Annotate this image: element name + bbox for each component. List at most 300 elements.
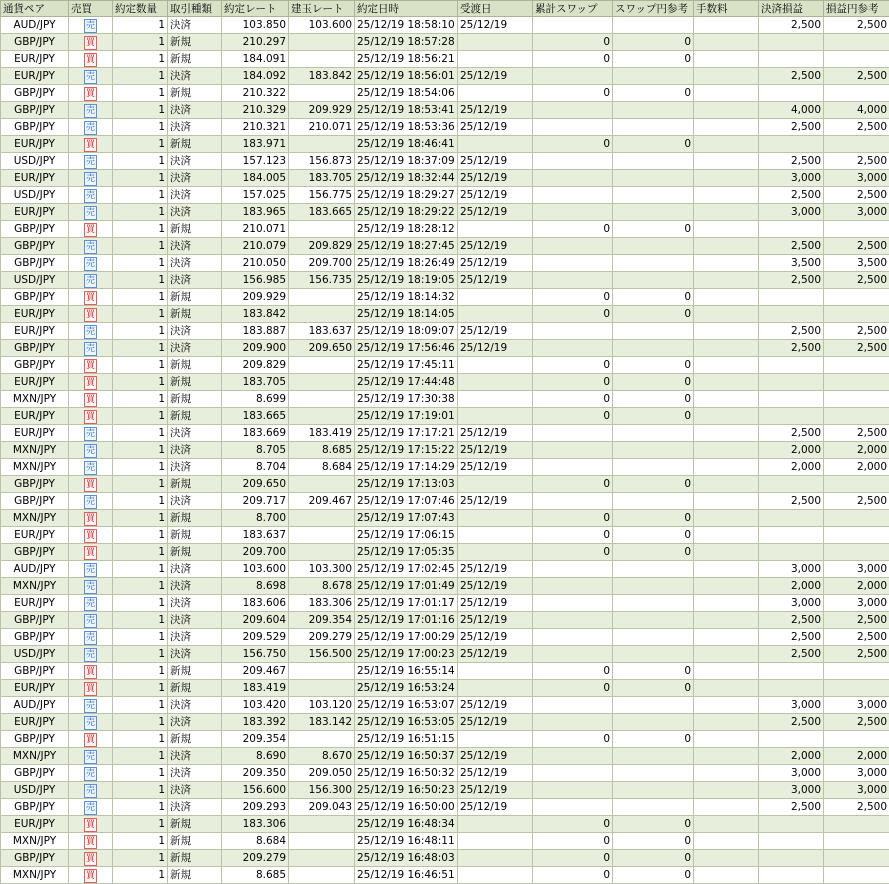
trade-type-cell: 新規 bbox=[168, 527, 222, 544]
trade-type-cell: 決済 bbox=[168, 799, 222, 816]
fee-cell bbox=[694, 221, 759, 238]
sell-badge: 売 bbox=[84, 189, 97, 203]
settlement-date-cell: 25/12/19 bbox=[458, 204, 533, 221]
fee-cell bbox=[694, 867, 759, 884]
pair-cell: GBP/JPY bbox=[1, 221, 69, 238]
position-rate-cell bbox=[289, 816, 355, 833]
rate-cell: 210.297 bbox=[222, 34, 289, 51]
buy-badge: 買 bbox=[84, 410, 97, 424]
table-row[interactable] bbox=[1, 561, 889, 578]
table-row[interactable] bbox=[1, 527, 889, 544]
pl-cell bbox=[759, 408, 824, 425]
pl-cell: 2,500 bbox=[759, 714, 824, 731]
side-cell bbox=[69, 714, 113, 731]
fee-cell bbox=[694, 782, 759, 799]
settlement-date-cell bbox=[458, 34, 533, 51]
settlement-date-cell: 25/12/19 bbox=[458, 561, 533, 578]
column-header-swap-yen[interactable]: スワップ円参考 bbox=[613, 1, 694, 17]
pl-yen-cell bbox=[824, 476, 889, 493]
side-cell bbox=[69, 595, 113, 612]
pl-cell bbox=[759, 374, 824, 391]
datetime-cell: 25/12/19 17:05:35 bbox=[355, 544, 458, 561]
position-rate-cell: 156.735 bbox=[289, 272, 355, 289]
quantity-cell: 1 bbox=[113, 697, 168, 714]
quantity-cell: 1 bbox=[113, 493, 168, 510]
table-row[interactable] bbox=[1, 374, 889, 391]
trade-type-cell: 決済 bbox=[168, 578, 222, 595]
rate-cell: 183.392 bbox=[222, 714, 289, 731]
pl-cell bbox=[759, 850, 824, 867]
quantity-cell: 1 bbox=[113, 442, 168, 459]
settlement-date-cell bbox=[458, 306, 533, 323]
swap-yen-cell bbox=[613, 578, 694, 595]
side-cell bbox=[69, 34, 113, 51]
pl-yen-cell: 3,000 bbox=[824, 697, 889, 714]
settlement-date-cell: 25/12/19 bbox=[458, 119, 533, 136]
pair-cell: EUR/JPY bbox=[1, 680, 69, 697]
pl-yen-cell: 3,000 bbox=[824, 204, 889, 221]
trade-type-cell: 新規 bbox=[168, 136, 222, 153]
pl-yen-cell: 2,500 bbox=[824, 187, 889, 204]
table-row[interactable] bbox=[1, 459, 889, 476]
pl-yen-cell: 2,500 bbox=[824, 153, 889, 170]
swap-cell bbox=[533, 646, 613, 663]
table-row[interactable] bbox=[1, 204, 889, 221]
column-header-quantity[interactable]: 約定数量 bbox=[113, 1, 168, 17]
datetime-cell: 25/12/19 18:56:01 bbox=[355, 68, 458, 85]
fee-cell bbox=[694, 391, 759, 408]
pl-yen-cell: 2,500 bbox=[824, 340, 889, 357]
datetime-cell: 25/12/19 17:06:15 bbox=[355, 527, 458, 544]
swap-cell: 0 bbox=[533, 391, 613, 408]
sell-badge: 売 bbox=[84, 274, 97, 288]
quantity-cell: 1 bbox=[113, 408, 168, 425]
swap-yen-cell: 0 bbox=[613, 680, 694, 697]
table-row[interactable] bbox=[1, 646, 889, 663]
swap-yen-cell bbox=[613, 204, 694, 221]
swap-yen-cell: 0 bbox=[613, 391, 694, 408]
table-row[interactable] bbox=[1, 748, 889, 765]
rate-cell: 183.669 bbox=[222, 425, 289, 442]
sell-badge: 売 bbox=[84, 614, 97, 628]
sell-badge: 売 bbox=[84, 240, 97, 254]
pl-cell: 2,500 bbox=[759, 323, 824, 340]
datetime-cell: 25/12/19 17:19:01 bbox=[355, 408, 458, 425]
sell-badge: 売 bbox=[84, 495, 97, 509]
settlement-date-cell bbox=[458, 85, 533, 102]
quantity-cell: 1 bbox=[113, 867, 168, 884]
trade-type-cell: 決済 bbox=[168, 272, 222, 289]
table-row[interactable] bbox=[1, 425, 889, 442]
side-cell bbox=[69, 255, 113, 272]
pair-cell: GBP/JPY bbox=[1, 663, 69, 680]
column-header-position-rate[interactable]: 建玉レート bbox=[289, 1, 355, 17]
trade-type-cell: 決済 bbox=[168, 119, 222, 136]
rate-cell: 210.321 bbox=[222, 119, 289, 136]
column-header-trade-type[interactable]: 取引種類 bbox=[168, 1, 222, 17]
fee-cell bbox=[694, 748, 759, 765]
table-row[interactable] bbox=[1, 255, 889, 272]
trade-type-cell: 決済 bbox=[168, 714, 222, 731]
table-row[interactable] bbox=[1, 153, 889, 170]
swap-yen-cell: 0 bbox=[613, 816, 694, 833]
swap-cell: 0 bbox=[533, 731, 613, 748]
table-row[interactable] bbox=[1, 306, 889, 323]
pair-cell: EUR/JPY bbox=[1, 170, 69, 187]
pair-cell: EUR/JPY bbox=[1, 374, 69, 391]
pl-cell: 2,500 bbox=[759, 646, 824, 663]
rate-cell: 209.279 bbox=[222, 850, 289, 867]
swap-yen-cell: 0 bbox=[613, 51, 694, 68]
datetime-cell: 25/12/19 18:29:22 bbox=[355, 204, 458, 221]
column-header-fee[interactable]: 手数料 bbox=[694, 1, 759, 17]
pl-yen-cell: 3,000 bbox=[824, 782, 889, 799]
swap-cell bbox=[533, 187, 613, 204]
column-header-swap[interactable]: 累計スワップ bbox=[533, 1, 613, 17]
table-row[interactable] bbox=[1, 85, 889, 102]
trade-type-cell: 決済 bbox=[168, 170, 222, 187]
fee-cell bbox=[694, 510, 759, 527]
table-row[interactable] bbox=[1, 680, 889, 697]
trade-type-cell: 新規 bbox=[168, 391, 222, 408]
table-row[interactable] bbox=[1, 816, 889, 833]
settlement-date-cell: 25/12/19 bbox=[458, 493, 533, 510]
settlement-date-cell: 25/12/19 bbox=[458, 629, 533, 646]
position-rate-cell: 183.306 bbox=[289, 595, 355, 612]
table-row[interactable] bbox=[1, 578, 889, 595]
side-cell bbox=[69, 544, 113, 561]
pl-cell: 3,000 bbox=[759, 170, 824, 187]
settlement-date-cell bbox=[458, 408, 533, 425]
quantity-cell: 1 bbox=[113, 357, 168, 374]
pl-yen-cell bbox=[824, 867, 889, 884]
table-row[interactable] bbox=[1, 697, 889, 714]
table-row[interactable] bbox=[1, 68, 889, 85]
position-rate-cell: 156.873 bbox=[289, 153, 355, 170]
side-cell bbox=[69, 731, 113, 748]
datetime-cell: 25/12/19 17:15:22 bbox=[355, 442, 458, 459]
quantity-cell: 1 bbox=[113, 816, 168, 833]
quantity-cell: 1 bbox=[113, 153, 168, 170]
pair-cell: MXN/JPY bbox=[1, 748, 69, 765]
table-row[interactable] bbox=[1, 765, 889, 782]
column-header-side[interactable]: 売買 bbox=[69, 1, 113, 17]
column-header-pl-yen[interactable]: 損益円参考 bbox=[824, 1, 889, 17]
pair-cell: EUR/JPY bbox=[1, 816, 69, 833]
position-rate-cell bbox=[289, 680, 355, 697]
rate-cell: 209.929 bbox=[222, 289, 289, 306]
table-row[interactable] bbox=[1, 799, 889, 816]
position-rate-cell: 210.071 bbox=[289, 119, 355, 136]
column-header-datetime[interactable]: 約定日時 bbox=[355, 1, 458, 17]
position-rate-cell: 209.700 bbox=[289, 255, 355, 272]
table-row[interactable] bbox=[1, 357, 889, 374]
table-row[interactable] bbox=[1, 289, 889, 306]
table-row[interactable] bbox=[1, 782, 889, 799]
side-cell bbox=[69, 136, 113, 153]
side-cell bbox=[69, 493, 113, 510]
trade-type-cell: 新規 bbox=[168, 34, 222, 51]
table-row[interactable] bbox=[1, 442, 889, 459]
quantity-cell: 1 bbox=[113, 510, 168, 527]
swap-cell bbox=[533, 748, 613, 765]
pl-yen-cell: 3,500 bbox=[824, 255, 889, 272]
rate-cell: 8.699 bbox=[222, 391, 289, 408]
column-header-rate[interactable]: 約定レート bbox=[222, 1, 289, 17]
table-row[interactable] bbox=[1, 867, 889, 884]
table-row[interactable] bbox=[1, 272, 889, 289]
position-rate-cell bbox=[289, 867, 355, 884]
trade-type-cell: 新規 bbox=[168, 544, 222, 561]
settlement-date-cell bbox=[458, 867, 533, 884]
pl-cell bbox=[759, 357, 824, 374]
column-header-settlement-date[interactable]: 受渡日 bbox=[458, 1, 533, 17]
rate-cell: 184.092 bbox=[222, 68, 289, 85]
table-row[interactable] bbox=[1, 663, 889, 680]
buy-badge: 買 bbox=[84, 682, 97, 696]
position-rate-cell bbox=[289, 136, 355, 153]
position-rate-cell: 8.670 bbox=[289, 748, 355, 765]
fee-cell bbox=[694, 85, 759, 102]
pl-yen-cell bbox=[824, 544, 889, 561]
rate-cell: 8.698 bbox=[222, 578, 289, 595]
buy-badge: 買 bbox=[84, 138, 97, 152]
rate-cell: 183.887 bbox=[222, 323, 289, 340]
pl-yen-cell bbox=[824, 510, 889, 527]
swap-yen-cell bbox=[613, 102, 694, 119]
settlement-date-cell: 25/12/19 bbox=[458, 187, 533, 204]
trade-type-cell: 決済 bbox=[168, 204, 222, 221]
table-row[interactable] bbox=[1, 17, 889, 34]
quantity-cell: 1 bbox=[113, 646, 168, 663]
pair-cell: USD/JPY bbox=[1, 187, 69, 204]
datetime-cell: 25/12/19 16:48:34 bbox=[355, 816, 458, 833]
settlement-date-cell: 25/12/19 bbox=[458, 340, 533, 357]
trade-type-cell: 新規 bbox=[168, 357, 222, 374]
datetime-cell: 25/12/19 18:29:27 bbox=[355, 187, 458, 204]
position-rate-cell: 183.842 bbox=[289, 68, 355, 85]
table-row[interactable] bbox=[1, 612, 889, 629]
table-row[interactable] bbox=[1, 595, 889, 612]
swap-cell: 0 bbox=[533, 136, 613, 153]
swap-yen-cell: 0 bbox=[613, 510, 694, 527]
pl-yen-cell bbox=[824, 663, 889, 680]
buy-badge: 買 bbox=[84, 733, 97, 747]
swap-cell bbox=[533, 578, 613, 595]
quantity-cell: 1 bbox=[113, 323, 168, 340]
table-row[interactable] bbox=[1, 136, 889, 153]
swap-cell: 0 bbox=[533, 357, 613, 374]
pl-yen-cell: 2,500 bbox=[824, 493, 889, 510]
side-cell bbox=[69, 68, 113, 85]
table-row[interactable] bbox=[1, 340, 889, 357]
sell-badge: 売 bbox=[84, 444, 97, 458]
trade-type-cell: 決済 bbox=[168, 425, 222, 442]
table-row[interactable] bbox=[1, 833, 889, 850]
swap-cell: 0 bbox=[533, 850, 613, 867]
pair-cell: GBP/JPY bbox=[1, 765, 69, 782]
settlement-date-cell: 25/12/19 bbox=[458, 459, 533, 476]
swap-cell bbox=[533, 442, 613, 459]
table-row[interactable] bbox=[1, 476, 889, 493]
buy-badge: 買 bbox=[84, 529, 97, 543]
table-row[interactable] bbox=[1, 544, 889, 561]
table-row[interactable] bbox=[1, 102, 889, 119]
swap-yen-cell bbox=[613, 442, 694, 459]
quantity-cell: 1 bbox=[113, 612, 168, 629]
quantity-cell: 1 bbox=[113, 833, 168, 850]
side-cell bbox=[69, 459, 113, 476]
table-row[interactable] bbox=[1, 391, 889, 408]
swap-cell bbox=[533, 170, 613, 187]
position-rate-cell: 183.665 bbox=[289, 204, 355, 221]
side-cell bbox=[69, 51, 113, 68]
rate-cell: 184.005 bbox=[222, 170, 289, 187]
pair-cell: GBP/JPY bbox=[1, 357, 69, 374]
pair-cell: EUR/JPY bbox=[1, 425, 69, 442]
table-row[interactable] bbox=[1, 34, 889, 51]
fee-cell bbox=[694, 340, 759, 357]
position-rate-cell: 103.300 bbox=[289, 561, 355, 578]
trade-type-cell: 決済 bbox=[168, 187, 222, 204]
sell-badge: 売 bbox=[84, 461, 97, 475]
pair-cell: GBP/JPY bbox=[1, 119, 69, 136]
sell-badge: 売 bbox=[84, 19, 97, 33]
position-rate-cell: 8.685 bbox=[289, 442, 355, 459]
pl-cell bbox=[759, 527, 824, 544]
trade-type-cell: 新規 bbox=[168, 816, 222, 833]
datetime-cell: 25/12/19 16:48:11 bbox=[355, 833, 458, 850]
table-row[interactable] bbox=[1, 493, 889, 510]
swap-cell: 0 bbox=[533, 544, 613, 561]
pair-cell: GBP/JPY bbox=[1, 340, 69, 357]
settlement-date-cell bbox=[458, 731, 533, 748]
table-row[interactable] bbox=[1, 238, 889, 255]
pair-cell: MXN/JPY bbox=[1, 867, 69, 884]
swap-yen-cell: 0 bbox=[613, 408, 694, 425]
swap-cell bbox=[533, 782, 613, 799]
rate-cell: 183.306 bbox=[222, 816, 289, 833]
side-cell bbox=[69, 612, 113, 629]
datetime-cell: 25/12/19 17:01:17 bbox=[355, 595, 458, 612]
pl-yen-cell bbox=[824, 374, 889, 391]
sell-badge: 売 bbox=[84, 155, 97, 169]
trade-type-cell: 決済 bbox=[168, 153, 222, 170]
table-row[interactable] bbox=[1, 408, 889, 425]
fee-cell bbox=[694, 731, 759, 748]
sell-badge: 売 bbox=[84, 206, 97, 220]
datetime-cell: 25/12/19 16:51:15 bbox=[355, 731, 458, 748]
trade-type-cell: 新規 bbox=[168, 850, 222, 867]
table-row[interactable] bbox=[1, 850, 889, 867]
pl-cell bbox=[759, 680, 824, 697]
fee-cell bbox=[694, 578, 759, 595]
pair-cell: GBP/JPY bbox=[1, 255, 69, 272]
swap-cell bbox=[533, 153, 613, 170]
swap-yen-cell bbox=[613, 629, 694, 646]
pl-cell: 2,500 bbox=[759, 629, 824, 646]
datetime-cell: 25/12/19 18:46:41 bbox=[355, 136, 458, 153]
table-row[interactable] bbox=[1, 119, 889, 136]
fee-cell bbox=[694, 646, 759, 663]
table-row[interactable] bbox=[1, 510, 889, 527]
pl-cell bbox=[759, 136, 824, 153]
pl-cell: 3,000 bbox=[759, 204, 824, 221]
position-rate-cell bbox=[289, 374, 355, 391]
table-row[interactable] bbox=[1, 170, 889, 187]
column-header-pl[interactable]: 決済損益 bbox=[759, 1, 824, 17]
pl-yen-cell bbox=[824, 731, 889, 748]
quantity-cell: 1 bbox=[113, 731, 168, 748]
side-cell bbox=[69, 850, 113, 867]
side-cell bbox=[69, 527, 113, 544]
swap-cell: 0 bbox=[533, 680, 613, 697]
swap-yen-cell: 0 bbox=[613, 221, 694, 238]
table-row[interactable] bbox=[1, 221, 889, 238]
fee-cell bbox=[694, 816, 759, 833]
rate-cell: 210.329 bbox=[222, 102, 289, 119]
pl-cell: 3,000 bbox=[759, 595, 824, 612]
datetime-cell: 25/12/19 18:14:32 bbox=[355, 289, 458, 306]
datetime-cell: 25/12/19 18:57:28 bbox=[355, 34, 458, 51]
rate-cell: 183.419 bbox=[222, 680, 289, 697]
table-row[interactable] bbox=[1, 714, 889, 731]
rate-cell: 183.665 bbox=[222, 408, 289, 425]
pl-cell: 2,500 bbox=[759, 238, 824, 255]
pl-yen-cell: 2,000 bbox=[824, 578, 889, 595]
swap-cell bbox=[533, 459, 613, 476]
rate-cell: 210.050 bbox=[222, 255, 289, 272]
settlement-date-cell: 25/12/19 bbox=[458, 799, 533, 816]
buy-badge: 買 bbox=[84, 308, 97, 322]
table-row[interactable] bbox=[1, 731, 889, 748]
fee-cell bbox=[694, 204, 759, 221]
pl-yen-cell bbox=[824, 289, 889, 306]
swap-yen-cell bbox=[613, 595, 694, 612]
quantity-cell: 1 bbox=[113, 391, 168, 408]
trade-type-cell: 決済 bbox=[168, 340, 222, 357]
column-header-pair[interactable]: 通貨ペア bbox=[1, 1, 69, 17]
settlement-date-cell bbox=[458, 221, 533, 238]
trade-type-cell: 新規 bbox=[168, 51, 222, 68]
table-row[interactable] bbox=[1, 629, 889, 646]
side-cell bbox=[69, 561, 113, 578]
swap-yen-cell: 0 bbox=[613, 663, 694, 680]
table-row[interactable] bbox=[1, 187, 889, 204]
table-row[interactable] bbox=[1, 51, 889, 68]
rate-cell: 209.700 bbox=[222, 544, 289, 561]
side-cell bbox=[69, 510, 113, 527]
rate-cell: 8.700 bbox=[222, 510, 289, 527]
side-cell bbox=[69, 238, 113, 255]
pl-yen-cell: 2,500 bbox=[824, 17, 889, 34]
position-rate-cell: 209.279 bbox=[289, 629, 355, 646]
swap-yen-cell bbox=[613, 765, 694, 782]
settlement-date-cell: 25/12/19 bbox=[458, 102, 533, 119]
swap-cell: 0 bbox=[533, 476, 613, 493]
pair-cell: EUR/JPY bbox=[1, 51, 69, 68]
fee-cell bbox=[694, 323, 759, 340]
pl-yen-cell: 3,000 bbox=[824, 561, 889, 578]
side-cell bbox=[69, 782, 113, 799]
datetime-cell: 25/12/19 16:55:14 bbox=[355, 663, 458, 680]
rate-cell: 209.717 bbox=[222, 493, 289, 510]
quantity-cell: 1 bbox=[113, 187, 168, 204]
datetime-cell: 25/12/19 18:09:07 bbox=[355, 323, 458, 340]
quantity-cell: 1 bbox=[113, 204, 168, 221]
pl-cell: 2,500 bbox=[759, 68, 824, 85]
table-row[interactable] bbox=[1, 323, 889, 340]
